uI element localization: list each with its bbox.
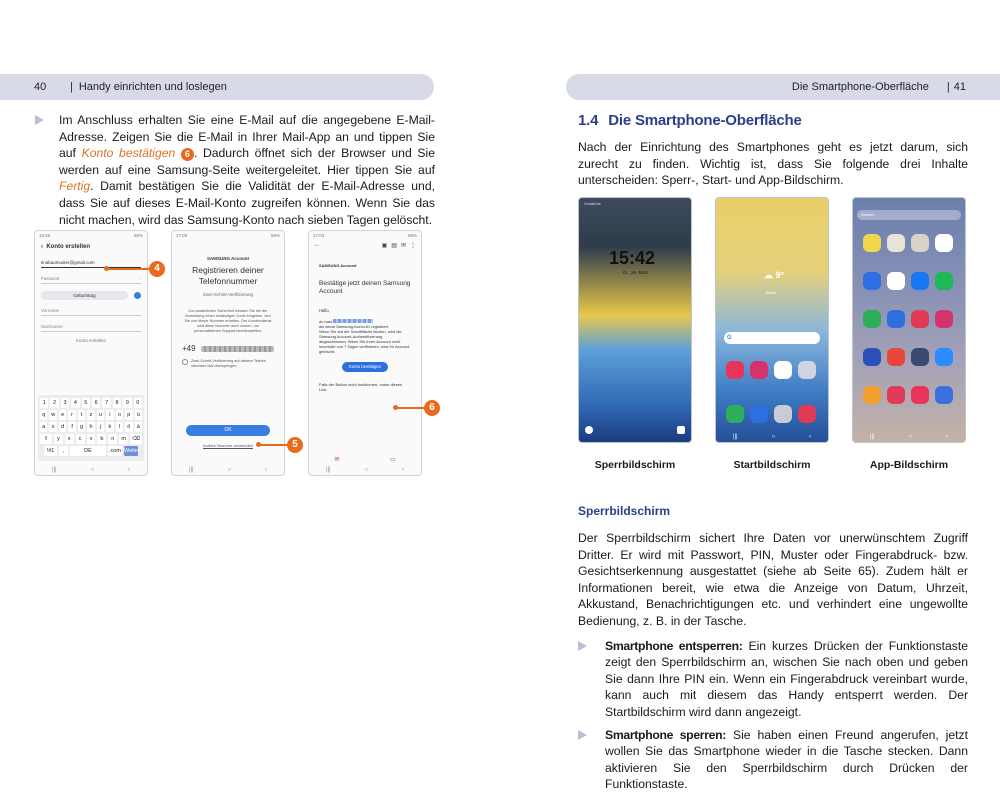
- bullet-triangle-icon: [578, 641, 587, 651]
- keyboard-key[interactable]: 7: [102, 398, 110, 408]
- screen-title-row: ‹ Konto erstellen: [41, 244, 91, 250]
- mail-body-text: Wenn Sie auf die Schaltfläche klicken, wird die Samsung Account-Authentifizierung abgeschlossen. Wenn Sie Ihren Account nicht innerhalb von 7 Tagen verifizieren, wird Ihr Account gelöscht.: [319, 329, 410, 354]
- right-page-header: [566, 74, 1000, 100]
- keyboard-key[interactable]: 9: [123, 398, 131, 408]
- camera-app-icon: [911, 310, 929, 328]
- gallery-app-icon: [750, 361, 768, 379]
- section-title: Die Smartphone-Oberfläche: [608, 112, 802, 129]
- keyboard-key[interactable]: l: [116, 422, 123, 432]
- mail-greeting: Hallo,: [319, 308, 330, 313]
- home-icon[interactable]: ○: [227, 467, 232, 473]
- callout-line: [258, 444, 288, 446]
- messages-app-icon: [750, 405, 768, 423]
- skip-checkbox-row[interactable]: [182, 359, 274, 369]
- mail-body-text: du hast: [319, 319, 333, 324]
- screen-title: Konto erstellen: [46, 244, 91, 250]
- left-page-header: [0, 74, 434, 100]
- home-icon[interactable]: ○: [364, 467, 369, 473]
- redacted-number: [201, 346, 274, 352]
- birthday-label: Geburtstag: [73, 293, 96, 298]
- bullet-label: Smartphone entsperren:: [605, 638, 743, 653]
- screenshot-create-account: [34, 230, 148, 476]
- recents-icon: |||: [732, 434, 738, 440]
- more-icon[interactable]: ⋮: [410, 243, 416, 249]
- status-time: 17:00: [176, 233, 188, 238]
- delete-icon[interactable]: ▤: [391, 243, 397, 249]
- info-icon[interactable]: [134, 292, 141, 299]
- nav-bar: [172, 467, 284, 473]
- screenshot-register-phone: [171, 230, 285, 476]
- calendar-app-icon: [935, 348, 953, 366]
- page-number: 41: [953, 81, 966, 93]
- keyboard-key[interactable]: 6: [92, 398, 100, 408]
- checkbox-icon[interactable]: [182, 359, 188, 365]
- keyboard-key[interactable]: 3: [61, 398, 69, 408]
- app-search-bar: Suchen: [857, 210, 961, 220]
- keyboard-key[interactable]: 0: [134, 398, 142, 408]
- keyboard-key[interactable]: q: [40, 410, 47, 420]
- keyboard-key[interactable]: 5: [82, 398, 90, 408]
- subsection-heading: Sperrbildschirm: [578, 504, 671, 518]
- lastname-field[interactable]: [41, 324, 141, 332]
- clock-app-icon: [863, 348, 881, 366]
- recents-icon: |||: [869, 434, 875, 440]
- skip-label: Zwei-Schritt-Verifizierung auf diesem Telefon nächstes Mal überspringen: [191, 359, 267, 368]
- playstore-app-icon: [935, 234, 953, 252]
- google-app-icon: [887, 234, 905, 252]
- nav-bar: [35, 467, 147, 473]
- lock-bullet: [578, 727, 968, 793]
- shift-key-icon[interactable]: ⇧: [40, 434, 52, 444]
- birthday-button[interactable]: [41, 291, 128, 300]
- keyboard-key[interactable]: p: [125, 410, 132, 420]
- instruction-bullet: [35, 112, 435, 228]
- appscreen-image: [852, 197, 966, 443]
- keyboard-key-next[interactable]: Weiter: [124, 448, 140, 454]
- recents-icon[interactable]: |||: [51, 467, 57, 473]
- keyboard-key[interactable]: n: [108, 434, 117, 444]
- keyboard-key[interactable]: r: [68, 410, 75, 420]
- callout-line: [106, 268, 150, 270]
- keyboard-key[interactable]: u: [97, 410, 104, 420]
- keyboard-key[interactable]: z: [87, 410, 94, 420]
- keyboard-key-com[interactable]: .com: [109, 448, 121, 454]
- keyboard-key[interactable]: 8: [113, 398, 121, 408]
- section-heading: [578, 112, 968, 129]
- status-battery: 66%: [270, 233, 280, 238]
- unlock-bullet: [578, 638, 968, 721]
- mail-body-text: als deine Samsung-Konto-ID registriert.: [319, 324, 390, 329]
- keyboard-key[interactable]: t: [78, 410, 85, 420]
- keyboard-key-symbols[interactable]: !#1: [44, 446, 57, 456]
- camera-app-icon: [798, 405, 816, 423]
- calculator-app-icon: [863, 386, 881, 404]
- password-placeholder: Passwort: [41, 276, 60, 281]
- paragraph-text: Im Anschluss erhalten Sie eine E-Mail auf die angegebene E-Mail-Adresse. Zeigen Sie die E-Mail in Ihrer Mail-App an und tippen Sie auf: [59, 113, 435, 161]
- screen-subtitle: Zwei-Schritt-Verifizierung: [202, 292, 253, 297]
- keyboard-key[interactable]: 1: [40, 398, 48, 408]
- samsung-app-icon: [863, 234, 881, 252]
- phone-app-icon: [863, 310, 881, 328]
- archive-icon[interactable]: ▣: [381, 243, 388, 249]
- settings-app-icon: [911, 348, 929, 366]
- lockscreen-image: [578, 197, 692, 443]
- keyboard-key[interactable]: j: [97, 422, 104, 432]
- keyboard-key[interactable]: h: [87, 422, 94, 432]
- keyboard-key[interactable]: y: [54, 434, 63, 444]
- back-icon[interactable]: ‹: [128, 467, 131, 473]
- gallery-app-icon: [935, 310, 953, 328]
- running-title: Die Smartphone-Oberfläche: [791, 81, 929, 93]
- bullet-text: Sie haben einen Freund angerufen, jetzt wollen Sie das Smartphone wieder in die Tasche stecken. Dann aktivieren Sie den Sperrbildschirm durch Drücken der Funktionstaste.: [605, 727, 969, 792]
- firstname-placeholder: Vorname: [41, 308, 60, 313]
- keyboard-key[interactable]: b: [97, 434, 106, 444]
- callout-line: [395, 407, 425, 409]
- caption-appscreen: App-Bildschirm: [869, 459, 949, 471]
- back-icon: ‹: [809, 434, 812, 440]
- nav-bar: [716, 434, 828, 440]
- mail-title: Bestätige jetzt deinen Samsung Account: [319, 280, 411, 295]
- back-icon[interactable]: ‹: [402, 467, 405, 473]
- nav-bar: [853, 434, 965, 440]
- home-icon: ○: [771, 434, 776, 440]
- step-badge: 6: [181, 148, 194, 161]
- paragraph-text: . Dadurch öffnet sich der Browser und Sie werden auf eine Samsung-Seite weitergeleitet. Hier tippen Sie auf: [59, 146, 435, 177]
- status-time: 16:56: [39, 233, 51, 238]
- fallback-text: Falls der Button nicht funktioniert, nutze diesen Link.: [319, 382, 403, 392]
- mail-bottom-bar: [309, 456, 421, 463]
- firstname-field[interactable]: [41, 308, 141, 316]
- paragraph-text: . Damit bestätigen Sie die Validität der E-Mail-Adresse und, dass Sie auf dieses E-Mail-Konto zugreifen können. Wenn Sie das nicht machen, wird das Samsung-Konto nach sieben Tagen gelöscht.: [59, 179, 435, 227]
- backspace-key-icon[interactable]: ⌫: [130, 434, 142, 444]
- intro-paragraph: Nach der Einrichtung des Smartphones geht es jetzt darum, sich zurecht zu finden. Wichtig ist, dass Sie folgende drei Inhalte unterscheiden: Sperr-, Start- und App-Bildschirm.: [578, 140, 968, 188]
- right-page: [578, 112, 968, 189]
- keyboard-key[interactable]: s: [49, 422, 56, 432]
- phone-number-field[interactable]: [182, 344, 274, 353]
- status-time: 17:03: [313, 233, 325, 238]
- status-battery: 66%: [407, 233, 417, 238]
- keyboard-key[interactable]: a: [40, 422, 47, 432]
- callout-5: 5: [287, 437, 303, 453]
- keyboard-key[interactable]: f: [68, 422, 75, 432]
- inbox-icon[interactable]: ✉: [334, 457, 340, 463]
- ui-term: Konto bestätigen: [81, 146, 176, 161]
- header-separator: |: [946, 81, 950, 93]
- weather-temp: ☁ 9°: [764, 270, 785, 280]
- header-separator: |: [70, 81, 73, 93]
- phone-app-icon: [726, 405, 744, 423]
- confirm-account-button[interactable]: Konto bestätigen: [342, 362, 388, 372]
- section-number: 1.4: [578, 112, 599, 129]
- homescreen-image: [715, 197, 829, 443]
- contacts-app-icon: [887, 348, 905, 366]
- caption-homescreen: Startbildschirm: [733, 459, 811, 471]
- description: Zur zusätzlichen Sicherheit müssen Sie bei der Anmeldung einen eindeutigen Code eingeben, den Sie von dieser Nummer erhalten. Der Kundendienst wird diese Nummer auch nutzen, um personalisierten Support bereitzustellen.: [184, 309, 272, 333]
- back-arrow-icon[interactable]: ←: [314, 242, 320, 248]
- email-field[interactable]: [41, 260, 141, 268]
- keyboard-key-comma[interactable]: ,: [59, 446, 68, 456]
- keyboard-key[interactable]: ä: [135, 422, 142, 432]
- mail-icon[interactable]: ✉: [400, 243, 406, 249]
- status-battery: 65%: [133, 233, 143, 238]
- keyboard-key-space[interactable]: DE: [70, 446, 106, 456]
- redacted-email: [333, 319, 373, 323]
- bullet-triangle-icon: [578, 730, 587, 740]
- mail-toolbar: [309, 240, 421, 251]
- messages-app-icon: [887, 310, 905, 328]
- bullet-triangle-icon: [35, 115, 44, 125]
- callout-4: 4: [149, 261, 165, 277]
- ok-button[interactable]: OK: [186, 425, 270, 436]
- screenshot-confirm-mail: [308, 230, 422, 476]
- weather-city: Berlin: [766, 290, 777, 295]
- country-prefix: +49: [182, 344, 196, 353]
- eye-icon[interactable]: ◌: [138, 276, 141, 281]
- home-icon[interactable]: ○: [90, 467, 95, 473]
- keyboard-key[interactable]: d: [59, 422, 66, 432]
- lock-date: Di., 26. März: [623, 270, 649, 275]
- bullet-text: Ein kurzes Drücken der Funktionstaste zeigt den Sperrbildschirm an, wischen Sie nach oben und geben Sie dann Ihre PIN ein. Wenn ein Fingerabdruck vereinbart wurde, kann auch mit diesem das Handy entsperrt werden. Der Startbildschirm wird dann angezeigt.: [605, 638, 968, 719]
- notes-app-icon: [911, 386, 929, 404]
- password-field[interactable]: [41, 276, 141, 284]
- keyboard-key[interactable]: g: [78, 422, 85, 432]
- home-icon: ○: [908, 434, 913, 440]
- back-icon: ‹: [946, 434, 949, 440]
- create-account-label: Konto erstellen: [75, 338, 107, 343]
- running-title: Handy einrichten und loslegen: [78, 81, 227, 93]
- lock-clock: 15:42: [609, 248, 656, 268]
- phone-shortcut-icon: [585, 426, 593, 434]
- caption-lockscreen: Sperrbildschirm: [594, 459, 676, 471]
- messenger-app-icon: [863, 272, 881, 290]
- keyboard-key[interactable]: 4: [71, 398, 79, 408]
- keyboard-key[interactable]: v: [87, 434, 96, 444]
- subsection-paragraph: Der Sperrbildschirm sichert Ihre Daten vor unerwünschtem Zugriff Dritter. Er wird mit Passwort, PIN, Muster oder Fingerabdruck- bzw. Gesichtserkennung ausgestattet (siehe ab Seite 65). Zudem hält er Informationen bereit, wie etwa die Anzeige von Datum, Uhrzeit, Akkustand, Benachrichtigungen etc. und verhindert eine ungewollte Bedienung, z. B. in der Tasche.: [578, 531, 968, 628]
- keyboard-key[interactable]: o: [116, 410, 123, 420]
- other-number-link[interactable]: Andere Nummer verwenden: [202, 443, 254, 448]
- keyboard-key[interactable]: ü: [135, 410, 142, 420]
- nav-bar: [309, 467, 421, 473]
- gmail-app-icon: [887, 272, 905, 290]
- keyboard-key[interactable]: c: [76, 434, 85, 444]
- youtube-app-icon: [887, 386, 905, 404]
- store-app-icon: [935, 386, 953, 404]
- keyboard-key[interactable]: i: [106, 410, 113, 420]
- weather-temp-value: 9°: [775, 270, 785, 280]
- spotify-app-icon: [935, 272, 953, 290]
- store-app-icon: [726, 361, 744, 379]
- samsung-account-brand: SAMSUNG Account: [319, 263, 357, 268]
- keyboard-key[interactable]: ö: [125, 422, 132, 432]
- create-account-button[interactable]: [41, 338, 141, 343]
- microsoft-app-icon: [911, 234, 929, 252]
- keyboard-key[interactable]: w: [51, 412, 56, 418]
- back-icon[interactable]: ‹: [265, 467, 268, 473]
- bullet-label: Smartphone sperren:: [605, 727, 727, 742]
- playstore-app-icon: [774, 361, 792, 379]
- birthday-row: [41, 291, 141, 300]
- lastname-placeholder: Nachname: [41, 324, 63, 329]
- google-search-bar: G: [724, 332, 820, 344]
- samsung-account-brand: SAMSUNG Account: [206, 256, 250, 261]
- carrier-label: Vodafone: [584, 201, 601, 206]
- mail-body: [319, 319, 411, 354]
- keyboard-key[interactable]: 2: [50, 398, 58, 408]
- keyboard-key[interactable]: e: [59, 410, 66, 420]
- keyboard-key[interactable]: x: [65, 434, 74, 444]
- internet-app-icon: [774, 405, 792, 423]
- keyboard: [38, 395, 144, 461]
- screen-title: Registrieren deiner Telefonnummer: [192, 265, 264, 286]
- keyboard-key[interactable]: m: [119, 434, 128, 444]
- ui-term: Fertig: [59, 179, 91, 194]
- lockscreen-section: [578, 504, 968, 793]
- facebook-app-icon: [911, 272, 929, 290]
- recents-icon[interactable]: |||: [188, 467, 194, 473]
- email-value: tinabaumuster@gmail.com: [41, 260, 95, 265]
- page-number: 40: [34, 81, 47, 93]
- keyboard-key[interactable]: k: [106, 422, 113, 432]
- google-folder-icon: [798, 361, 816, 379]
- callout-6: 6: [424, 400, 440, 416]
- camera-shortcut-icon: [677, 426, 685, 434]
- left-page: [35, 112, 435, 228]
- meet-icon[interactable]: ▭: [389, 457, 396, 463]
- recents-icon[interactable]: |||: [325, 467, 331, 473]
